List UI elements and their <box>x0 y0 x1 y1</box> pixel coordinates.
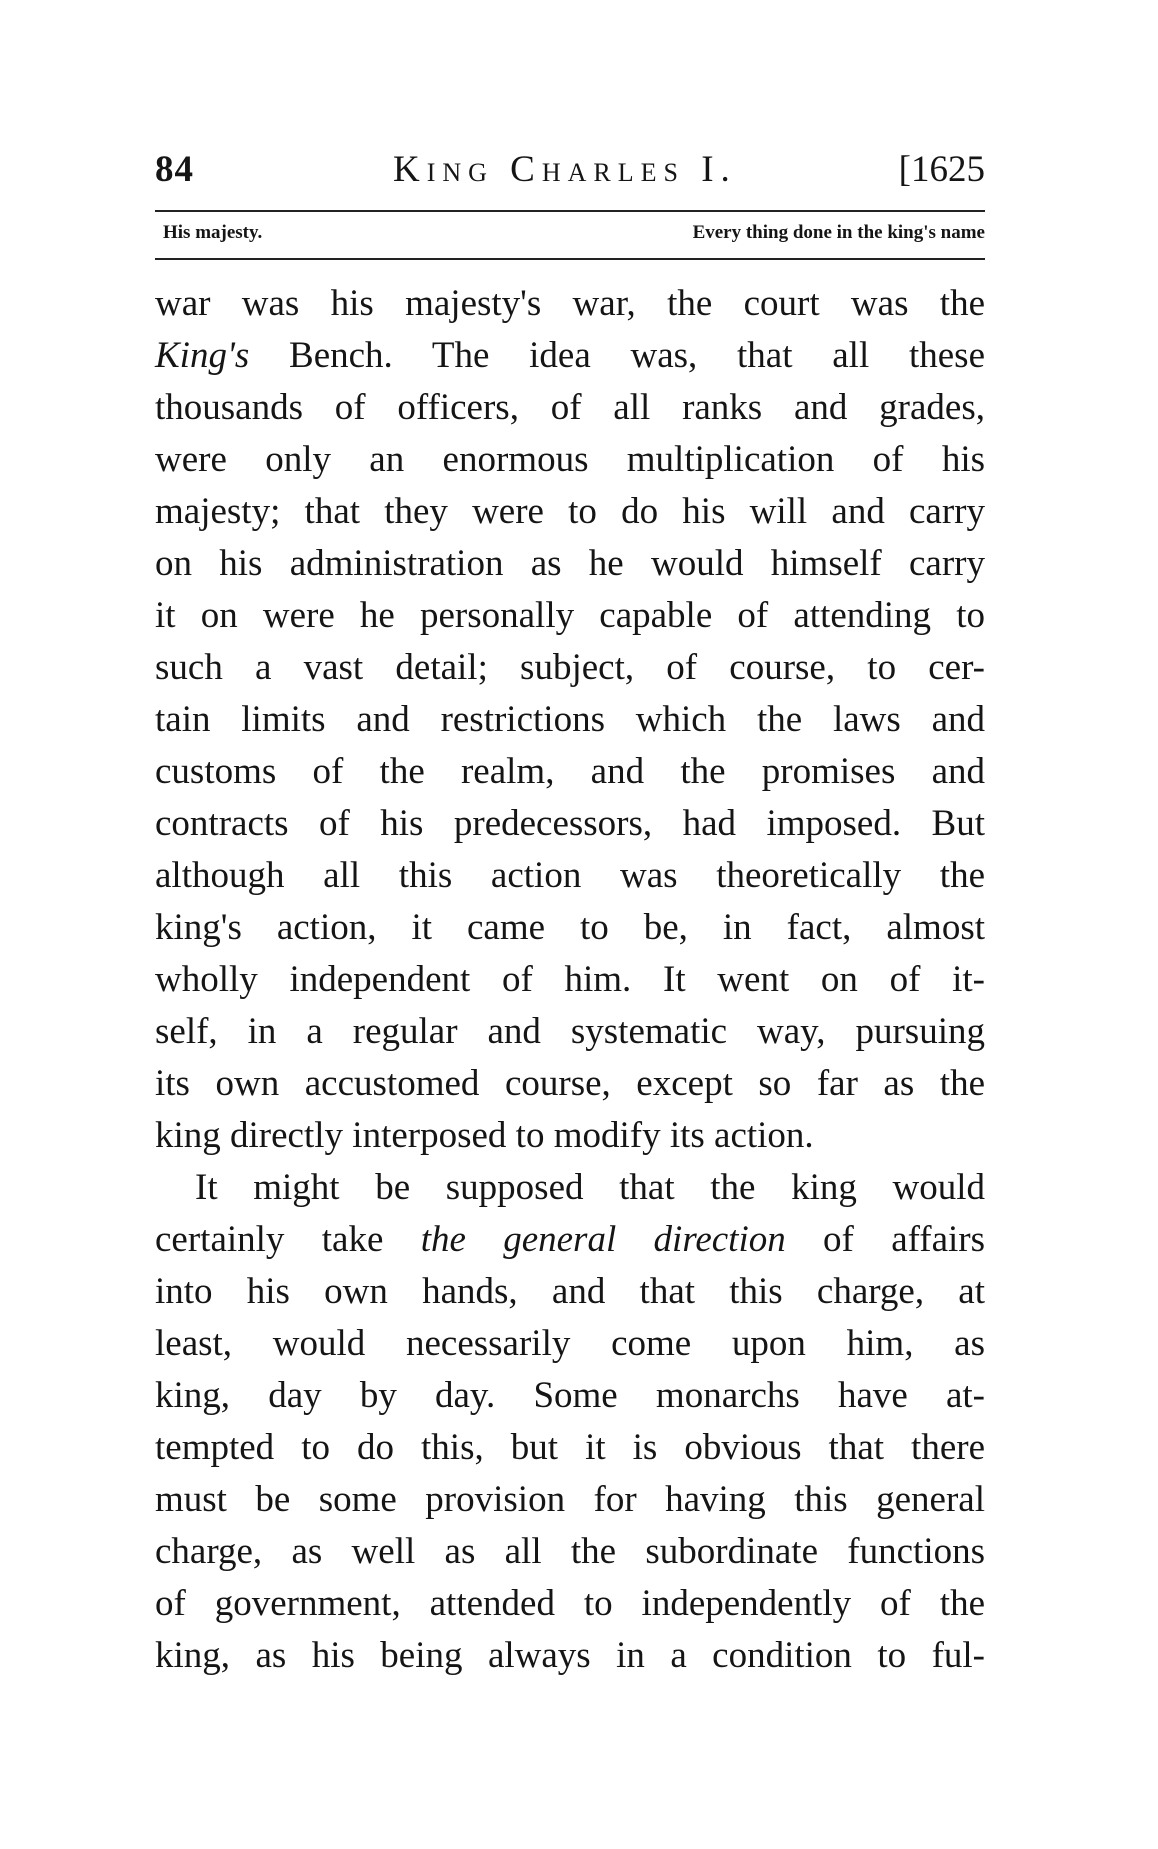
text-segment: into his own hands, and that this charge, at <box>155 1271 985 1312</box>
running-title: King Charles I. <box>393 149 737 190</box>
text-segment: king, day by day. Some monarchs have at- <box>155 1375 985 1416</box>
header-year: [1625 <box>898 149 985 190</box>
text-segment: thousands of officers, of all ranks and grades, <box>155 387 985 428</box>
text-line <box>155 1006 985 1058</box>
text-line <box>155 1162 985 1214</box>
text-line <box>155 1318 985 1370</box>
text-segment: although all this action was theoretically the <box>155 855 985 896</box>
text-line <box>155 902 985 954</box>
text-line <box>155 694 985 746</box>
italic-text: the general direction <box>420 1219 786 1260</box>
text-line <box>155 954 985 1006</box>
text-line <box>155 434 985 486</box>
text-segment: least, would necessarily come upon him, as <box>155 1323 985 1364</box>
header-rule-bottom <box>155 258 985 260</box>
text-line <box>155 798 985 850</box>
text-segment: it on were he personally capable of attending to <box>155 595 985 636</box>
text-line <box>155 1214 985 1266</box>
text-line <box>155 1058 985 1110</box>
margin-note-left: His majesty. <box>163 222 263 243</box>
text-line <box>155 590 985 642</box>
text-line <box>155 538 985 590</box>
text-segment: tempted to do this, but it is obvious that there <box>155 1427 985 1468</box>
text-line <box>155 1422 985 1474</box>
text-line <box>155 1630 985 1682</box>
text-segment: on his administration as he would himself carry <box>155 543 985 584</box>
text-segment: must be some provision for having this general <box>155 1479 985 1520</box>
text-segment: charge, as well as all the subordinate functions <box>155 1531 985 1572</box>
margin-notes <box>155 222 985 248</box>
text-line <box>155 1110 985 1162</box>
text-segment: such a vast detail; subject, of course, to cer- <box>155 647 985 688</box>
text-segment: war was his majesty's war, the court was the <box>155 283 985 324</box>
text-segment: of affairs <box>785 1219 986 1260</box>
page-header <box>155 148 985 208</box>
page-number: 84 <box>155 149 194 190</box>
text-segment: king's action, it came to be, in fact, almost <box>155 907 985 948</box>
text-line <box>155 1370 985 1422</box>
text-segment: majesty; that they were to do his will and carry <box>155 491 985 532</box>
text-segment: contracts of his predecessors, had imposed. But <box>155 803 985 844</box>
text-segment: were only an enormous multiplication of his <box>155 439 985 480</box>
text-segment: self, in a regular and systematic way, pursuing <box>155 1011 985 1052</box>
text-line <box>155 746 985 798</box>
text-line <box>155 330 985 382</box>
text-line <box>155 382 985 434</box>
text-segment: customs of the realm, and the promises and <box>155 751 985 792</box>
text-line <box>155 486 985 538</box>
text-segment: of government, attended to independently of the <box>155 1583 985 1624</box>
text-segment: tain limits and restrictions which the laws and <box>155 699 985 740</box>
text-line <box>155 850 985 902</box>
margin-note-right: Every thing done in the king's name <box>692 222 985 243</box>
text-line <box>155 1474 985 1526</box>
text-segment: king directly interposed to modify its action. <box>155 1115 814 1156</box>
italic-text: King's <box>155 335 250 376</box>
text-segment: certainly take <box>155 1219 421 1260</box>
text-line <box>155 642 985 694</box>
text-segment: its own accustomed course, except so far as the <box>155 1063 985 1104</box>
text-line <box>155 1266 985 1318</box>
header-rule-top <box>155 210 985 212</box>
text-segment: wholly independent of him. It went on of it- <box>155 959 985 1000</box>
text-line <box>155 1578 985 1630</box>
text-segment: king, as his being always in a condition to ful- <box>155 1635 985 1676</box>
text-segment: It might be supposed that the king would <box>195 1167 985 1208</box>
text-line <box>155 278 985 330</box>
text-segment: Bench. The idea was, that all these <box>249 335 985 376</box>
body-text <box>155 278 985 1682</box>
text-line <box>155 1526 985 1578</box>
